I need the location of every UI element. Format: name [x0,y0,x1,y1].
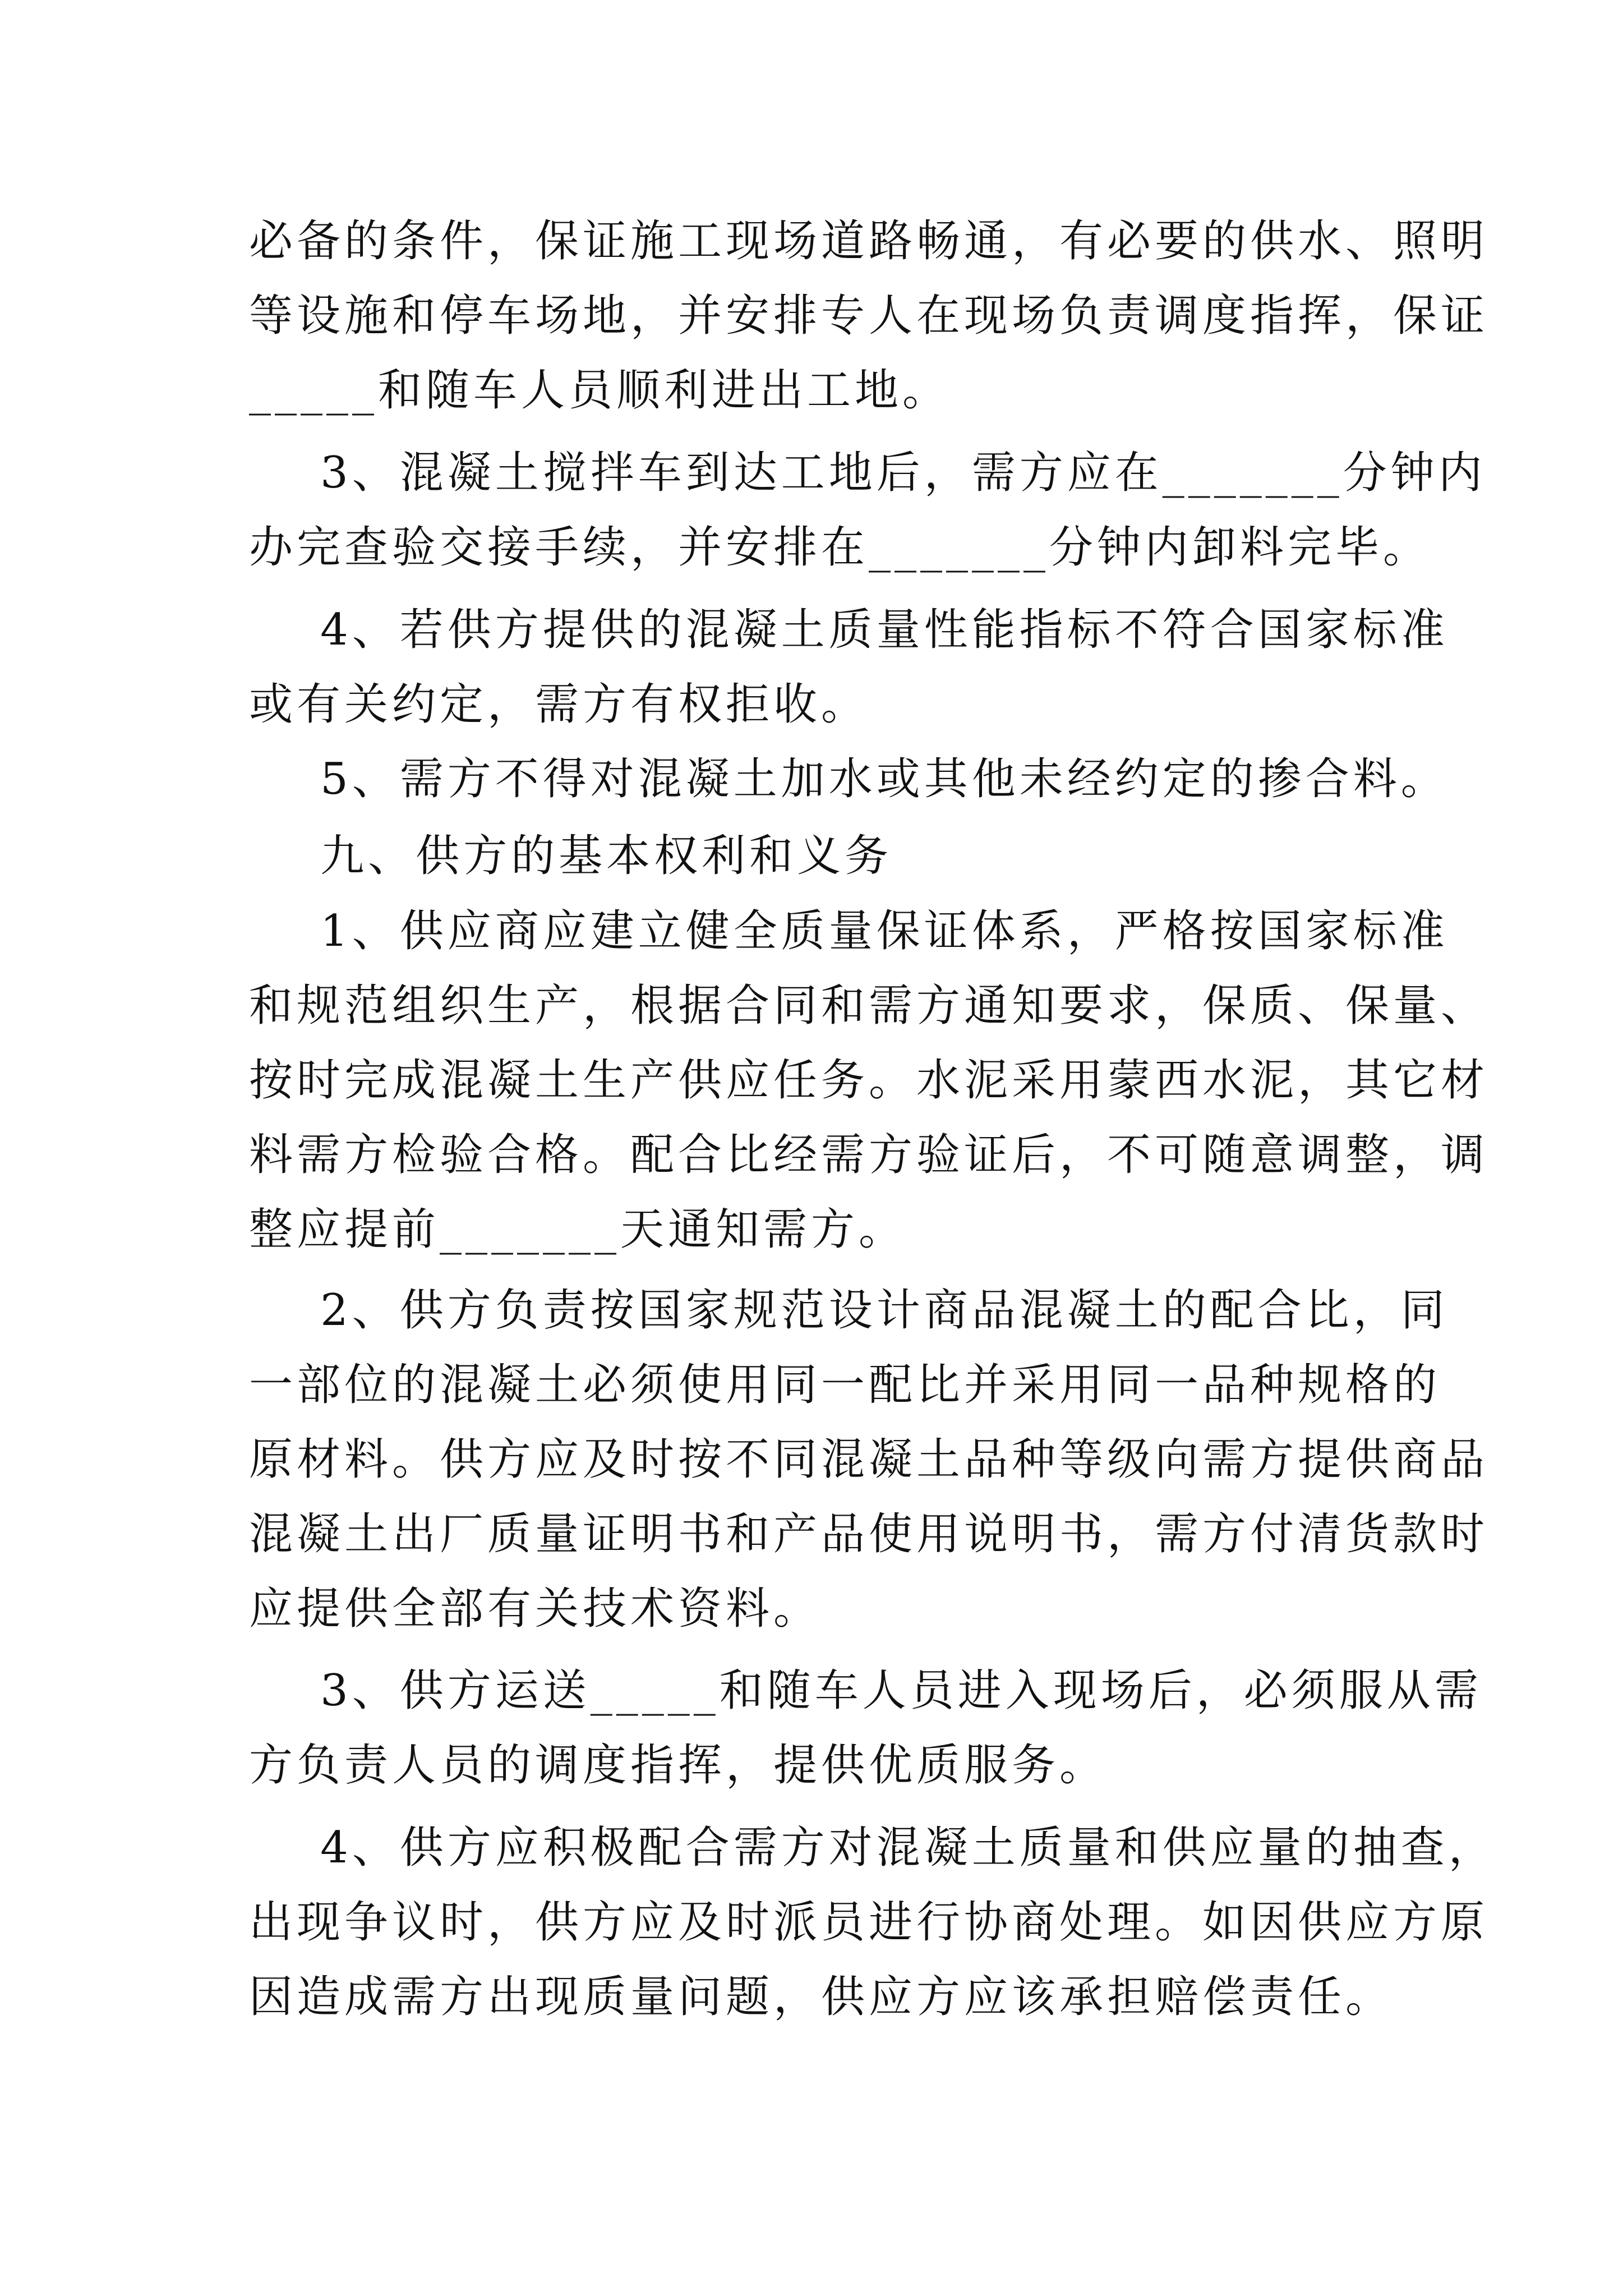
text-line: 一部位的混凝土必须使用同一配比并采用同一品种规格的 [249,1360,1441,1410]
text-line: 必备的条件，保证施工现场道路畅通，有必要的供水、照明 [249,216,1489,266]
text-line: 应提供全部有关技术资料。 [249,1584,822,1634]
text-line: 办完查验交接手续，并安排在_______分钟内卸料完毕。 [249,522,1431,573]
text-line: 出现争议时，供方应及时派员进行协商处理。如因供应方原 [249,1897,1489,1948]
text-line: 混凝土出厂质量证明书和产品使用说明书，需方付清货款时 [249,1509,1489,1559]
text-line: 5、需方不得对混凝土加水或其他未经约定的掺合料。 [249,754,1449,804]
text-line: 整应提前_______天通知需方。 [249,1204,907,1255]
text-line: 和规范组织生产，根据合同和需方通知要求，保质、保量、 [249,981,1489,1031]
text-line: 2、供方负责按国家规范设计商品混凝土的配合比，同 [249,1285,1449,1336]
text-line: 1、供应商应建立健全质量保证体系，严格按国家标准 [249,906,1449,956]
text-line: 3、供方运送_____和随车人员进入现场后，必须服从需 [249,1665,1482,1716]
text-line: 或有关约定，需方有权拒收。 [249,679,869,730]
text-line: 3、混凝土搅拌车到达工地后，需方应在_______分钟内 [249,448,1486,498]
text-line: 方负责人员的调度指挥，提供优质服务。 [249,1740,1108,1791]
text-line: 原材料。供方应及时按不同混凝土品种等级向需方提供商品 [249,1434,1489,1485]
text-line: 料需方检验合格。配合比经需方验证后，不可随意调整，调 [249,1130,1489,1180]
text-line: 4、若供方提供的混凝土质量性能指标不符合国家标准 [249,605,1449,655]
text-line: 等设施和停车场地，并安排专人在现场负责调度指挥，保证 [249,291,1489,341]
text-line: 因造成需方出现质量问题，供应方应该承担赔偿责任。 [249,1972,1394,2022]
text-line: 按时完成混凝土生产供应任务。水泥采用蒙西水泥，其它材 [249,1055,1489,1106]
section-heading: 九、供方的基本权利和义务 [249,831,893,881]
text-line: 4、供方应积极配合需方对混凝土质量和供应量的抽查， [249,1823,1496,1873]
text-line: _____和随车人员顺利进出工地。 [249,365,951,416]
